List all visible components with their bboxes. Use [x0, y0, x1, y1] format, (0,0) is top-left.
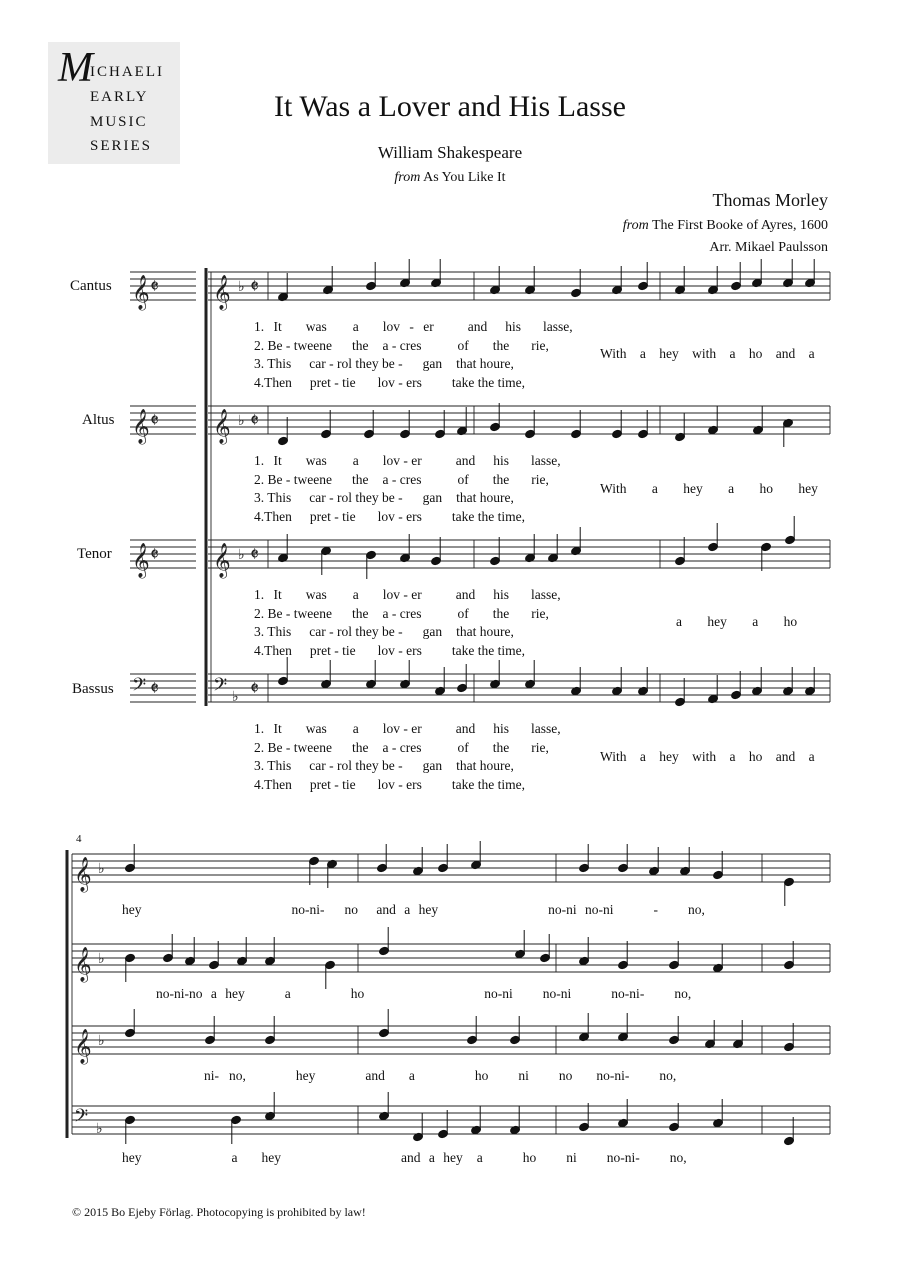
treble-clef-icon: 𝄞 [74, 858, 92, 891]
svg-text:♭: ♭ [98, 862, 105, 877]
svg-text:𝄵: 𝄵 [250, 544, 259, 566]
verse-line: 4.Then pret - tie lov - ers take the time, [254, 776, 526, 792]
verse-line: 4.Then pret - tie lov - ers take the time, [254, 374, 526, 390]
voice-label-tenor: Tenor [77, 546, 112, 562]
svg-text:♭: ♭ [238, 414, 245, 429]
key-signatures [96, 280, 245, 1137]
altus-refrain: With a hey a ho hey [600, 481, 818, 496]
copyright-notice: © 2015 Bo Ejeby Förlag. Photocopying is prohibited by law! [72, 1205, 366, 1219]
system2-tenor-lyrics: ni- no, hey and a ho ni no no-ni- no, [204, 1068, 677, 1083]
svg-text:𝄵: 𝄵 [250, 678, 259, 700]
bassus-verses [254, 720, 561, 794]
cantus-verses [254, 318, 573, 392]
treble-clef-icon: 𝄞 [132, 410, 150, 443]
system2-cantus-lyrics: hey no-ni- no and a hey no-ni no-ni - no, [122, 902, 705, 917]
bass-clef-icon: 𝄢 [132, 674, 147, 699]
verse-line: 3. This car - rol they be - gan that houre, [254, 356, 514, 371]
verse-line: 3. This car - rol they be - gan that houre, [254, 490, 514, 505]
treble-clef-icon: 𝄞 [213, 276, 231, 309]
poet-name: William Shakespeare [377, 143, 523, 162]
svg-text:𝄵: 𝄵 [250, 276, 259, 298]
voice-label-cantus: Cantus [70, 278, 112, 294]
system2-altus-lyrics: no-ni-no a hey a ho no-ni no-ni no-ni- no, [156, 986, 692, 1001]
svg-text:♭: ♭ [96, 1122, 103, 1137]
system2-bassus-lyrics: hey a hey and a hey a ho ni no-ni- no, [122, 1150, 687, 1165]
svg-text:𝄵: 𝄵 [150, 276, 159, 298]
verse-line: 3. This car - rol they be - gan that houre, [254, 624, 514, 639]
tenor-verses [254, 586, 561, 660]
play-prefix: from [394, 170, 421, 185]
verse-line: 2. Be - tweene the a - cres of the rie, [254, 471, 549, 487]
logo-line-1: ICHAELI [90, 64, 164, 80]
arranger-name: Arr. Mikael Paulsson [709, 240, 828, 255]
altus-staff [130, 406, 830, 434]
verse-line: 1. It was a lov - er and his lasse, [254, 587, 561, 602]
svg-text:♭: ♭ [98, 952, 105, 967]
tenor-staff [130, 540, 830, 568]
tenor-refrain: a hey a ho [676, 614, 798, 629]
play-title: As You Like It [423, 170, 506, 185]
altus-verses [254, 452, 561, 526]
bass-clef-icon: 𝄢 [74, 1105, 89, 1130]
treble-clef-icon: 𝄞 [74, 948, 92, 981]
svg-text:♭: ♭ [98, 1034, 105, 1049]
svg-text:𝄵: 𝄵 [150, 544, 159, 566]
svg-text:♭: ♭ [238, 548, 245, 563]
source-prefix: from [622, 218, 649, 233]
treble-clef-icon: 𝄞 [132, 544, 150, 577]
treble-clef-icon: 𝄞 [132, 276, 150, 309]
svg-text:𝄵: 𝄵 [150, 678, 159, 700]
verse-line: 2. Be - tweene the a - cres of the rie, [254, 739, 549, 755]
logo-line-2: EARLY [90, 89, 149, 105]
treble-clef-icon: 𝄞 [213, 544, 231, 577]
piece-title: It Was a Lover and His Lasse [274, 90, 626, 123]
verse-line: 2. Be - tweene the a - cres of the rie, [254, 605, 549, 621]
logo-line-4: SERIES [90, 138, 153, 154]
source-title: The First Booke of Ayres, 1600 [651, 218, 828, 233]
bassus-refrain: With a hey with a ho and a [600, 749, 815, 764]
verse-line: 3. This car - rol they be - gan that houre, [254, 758, 514, 773]
composer-name: Thomas Morley [712, 190, 828, 210]
voice-label-bassus: Bassus [72, 681, 114, 697]
verse-line: 1. It was a lov - er and his lasse, [254, 721, 561, 736]
verse-line: 1. It was a lov - er and his lasse, [254, 453, 561, 468]
svg-text:♭: ♭ [232, 690, 239, 705]
svg-text:♭: ♭ [238, 280, 245, 295]
cantus-refrain: With a hey with a ho and a [600, 346, 815, 361]
verse-line: 4.Then pret - tie lov - ers take the time, [254, 642, 526, 658]
time-signatures [150, 276, 259, 700]
treble-clef-icon: 𝄞 [213, 410, 231, 443]
svg-text:𝄵: 𝄵 [250, 410, 259, 432]
voice-label-altus: Altus [82, 412, 115, 428]
svg-text:𝄵: 𝄵 [150, 410, 159, 432]
logo-line-3: MUSIC [90, 114, 148, 130]
logo-initial: M [58, 45, 93, 91]
verse-line: 4.Then pret - tie lov - ers take the time, [254, 508, 526, 524]
treble-clef-icon: 𝄞 [74, 1030, 92, 1063]
verse-line: 2. Be - tweene the a - cres of the rie, [254, 337, 549, 353]
cantus-staff [130, 272, 830, 300]
measure-number: 4 [76, 833, 82, 845]
bass-clef-icon: 𝄢 [213, 674, 228, 699]
verse-line: 1. It was a lov - er and his lasse, [254, 319, 573, 334]
